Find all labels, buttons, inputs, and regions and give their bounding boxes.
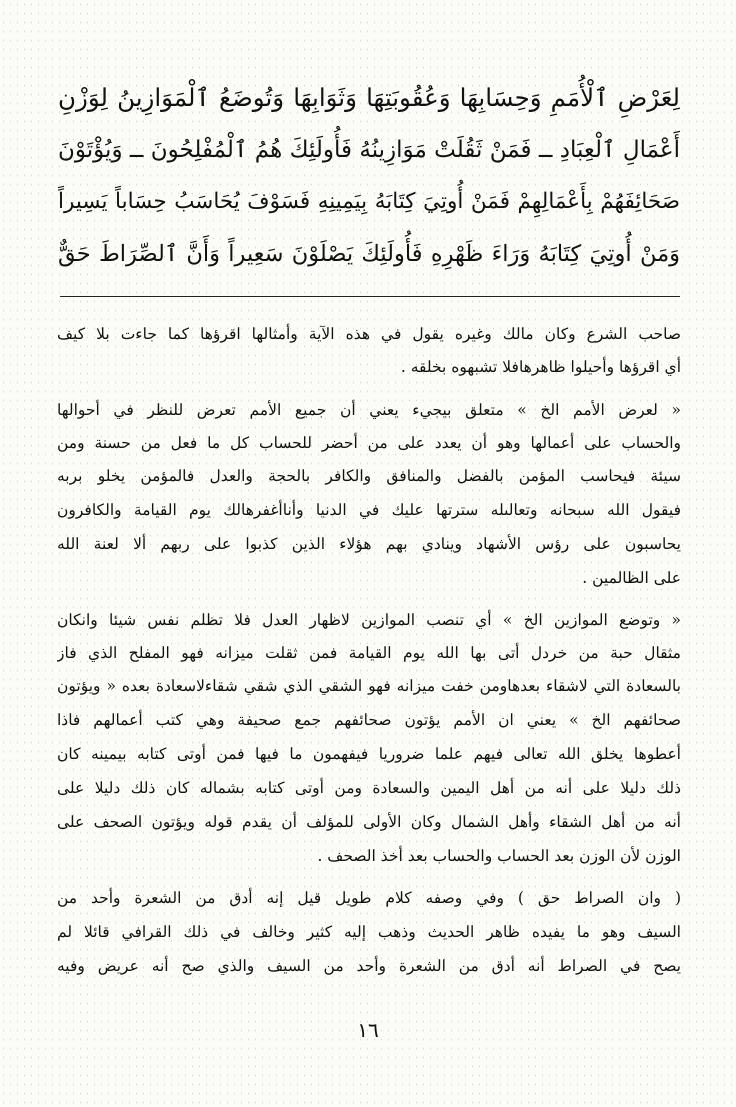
commentary-line-6: فيقول الله سبحانه وتعالىله سترتها عليك في الدنيا وأناأغفرهالك يوم القيامة والكافرون — [57, 501, 681, 519]
commentary-line-16: الوزن لأن الوزن بعد الحساب والحساب بعد أخذ الصحف . — [317, 847, 681, 865]
commentary-line-9: « وتوضع الموازين الخ » أي تنصب الموازين لاظهار العدل فلا تظلم نفس شيئا وانكان — [57, 611, 681, 629]
verse-line-1: لِعَرْضِ ٱلْأُمَمِ وَحِسَابِهَا وَعُقُوبَتِهَا وَثَوَابِهَا وَتُوضَعُ ٱلْمَوَازِينُ لِوَزْنِ — [58, 83, 680, 112]
commentary-line-7: يحاسبون على رؤس الأشهاد وينادي بهم هؤلاء الذين كذبوا على ربهم ألا لعنة الله — [57, 535, 681, 553]
commentary-line-18: السيف وهو ما يفيده ظاهر الحديث وذهب إليه كثير وخالف في ذلك القرافي قائلا لم — [57, 923, 681, 941]
commentary-line-2: أي اقرؤها وأحيلوا ظاهرهافلا تشبهوه بخلقه . — [400, 358, 681, 376]
verse-line-3: صَحَائِفَهُمْ بِأَعْمَالِهِمْ فَمَنْ أُوتِيَ كِتَابَهُ بِيَمِينِهِ فَسَوْفَ يُحَاسَبُ حِسَاباً يَسِيراً — [58, 189, 680, 214]
page-number: ١٦ — [357, 1018, 379, 1042]
commentary-line-8: على الظالمين . — [582, 569, 681, 587]
commentary-line-11: بالسعادة التي لاشقاء بعدهاومن خفت ميزانه فهو الشقي الذي شقي شقاءلاسعادة بعده « ويؤتون — [57, 677, 681, 695]
commentary-line-13: أعطوها يخلق الله تعالى فيهم علما ضروريا فيفهمون ما فيها فمن أوتى كتابه بيمينه كان — [57, 745, 681, 763]
commentary-line-4: والحساب على أعمالها وهو أن يعدد على من أحضر للحساب كل ما فعل من حسنة ومن — [57, 434, 681, 452]
commentary-line-10: مثقال حبة من خردل أتى بها الله يوم القيامة فمن ثقلت ميزانه فهو المفلح الذي فاز — [57, 644, 681, 662]
commentary-line-12: صحائفهم الخ » يعني ان الأمم يؤتون صحائفهم جمع صحيفة وهي كتب أعمالهم فاذا — [57, 711, 681, 729]
commentary-line-5: سيئة فيحاسب المؤمن بالفضل والمنافق والكافر بالحجة والعدل فالمؤمن يخلو بربه — [57, 467, 681, 485]
separator-rule — [60, 296, 680, 297]
commentary-line-1: صاحب الشرع وكان مالك وغيره يقول في هذه الآية وأمثالها اقرؤها كما جاءت بلا كيف — [57, 325, 681, 343]
commentary-line-17: ( وان الصراط حق ) وفي وصفه كلام طويل قيل إنه أدق من الشعرة وأحد من — [57, 889, 681, 907]
commentary-line-19: يصح في الصراط أنه أدق من الشعرة وأحد من السيف والذي صح أنه عريض وفيه — [57, 957, 681, 975]
verse-line-4: وَمَنْ أُوتِيَ كِتَابَهُ وَرَاءَ ظَهْرِهِ فَأُولَئِكَ يَصْلَوْنَ سَعِيراً وَأَنَّ ٱلصِّرَاطَ حَقٌّ — [58, 241, 680, 267]
commentary-line-15: أنه من أهل الشقاء وأهل الشمال وكان الأولى للمؤلف أن يقدم قوله ويؤتون الصحف على — [57, 813, 681, 831]
commentary-line-14: ذلك دليلا على أنه من أهل اليمين والسعادة ومن أوتى كتابه بشماله كان ذلك دليلا على — [57, 779, 681, 797]
verse-line-2: أَعْمَالِ ٱلْعِبَادِ ــ فَمَنْ ثَقُلَتْ مَوَازِينُهُ فَأُولَئِكَ هُمُ ٱلْمُفْلِحُونَ ــ وَيُؤْتَوْنَ — [58, 137, 680, 163]
commentary-line-3: « لعرض الأمم الخ » متعلق بيجيء يعني أن جميع الأمم تعرض للنظر في أحوالها — [57, 401, 681, 419]
